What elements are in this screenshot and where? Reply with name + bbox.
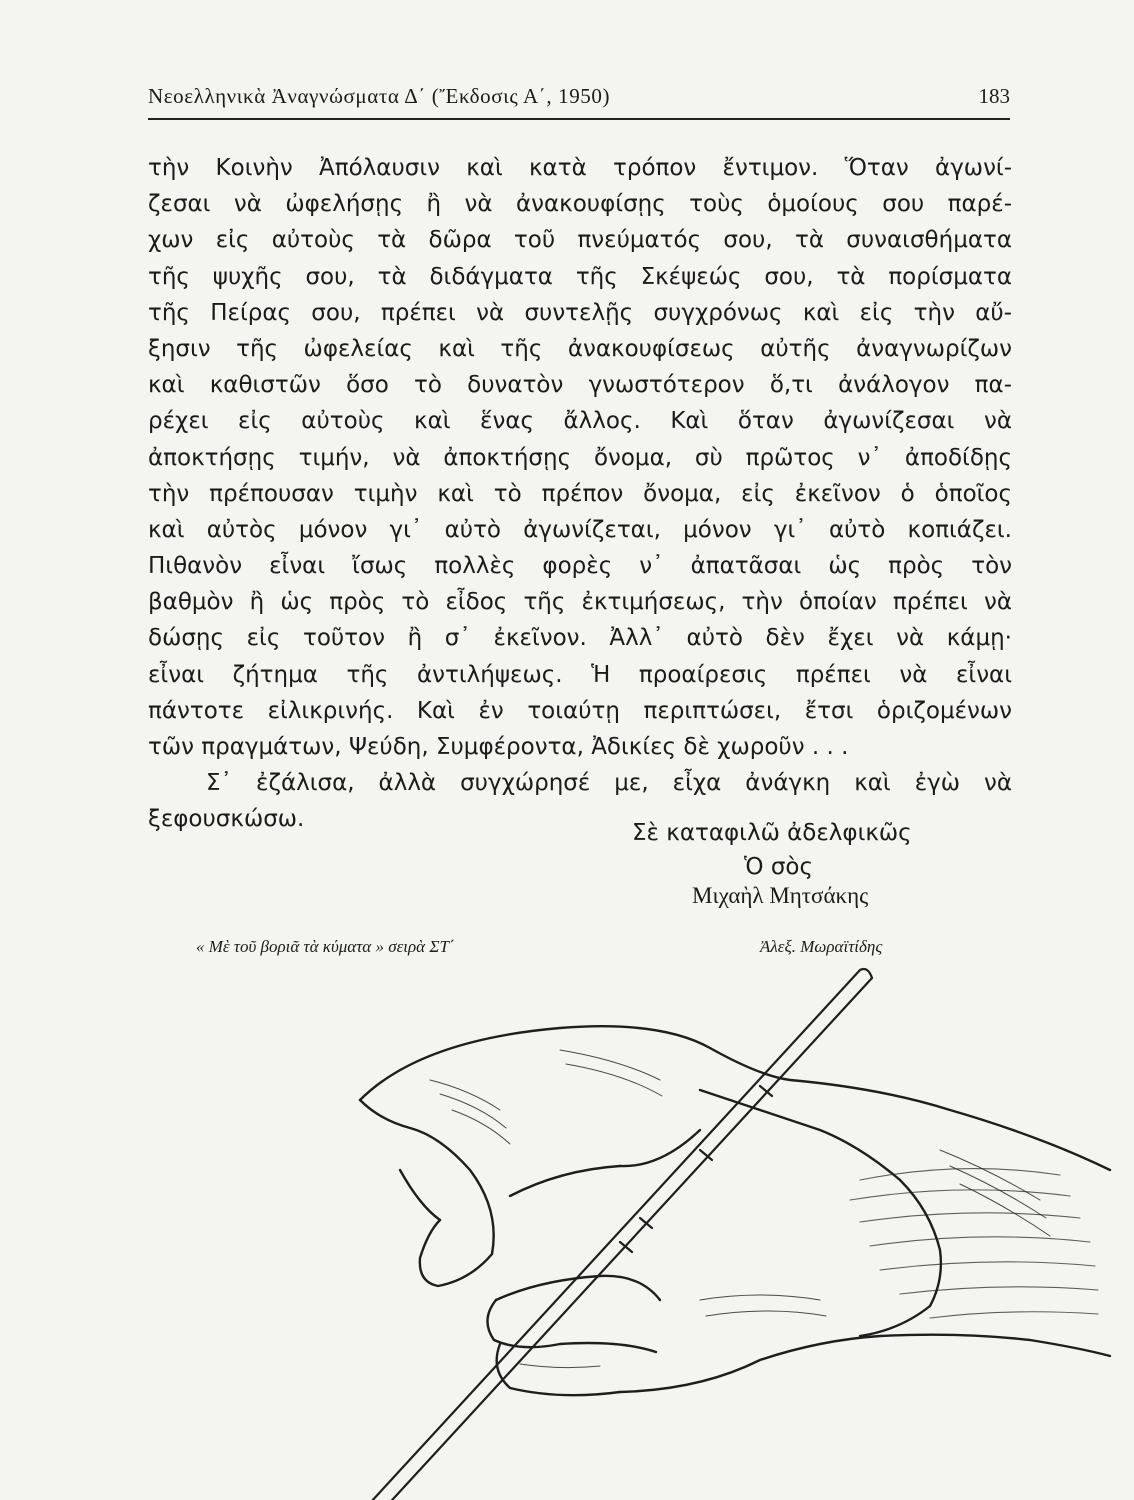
signature-name: Μιχαὴλ Μητσάκης (692, 883, 869, 908)
closing-salutation: Σὲ καταφιλῶ ἀδελφικῶς (632, 820, 912, 846)
text-line: τὴν Κοινὴν Ἀπόλαυσιν καὶ κατὰ τρόπον ἔντιμον. Ὅταν ἀγωνί- (148, 155, 1012, 181)
hand-shading (430, 1050, 1050, 1368)
text-line: πάντοτε εἰλικρινής. Καὶ ἐν τοιαύτῃ περιπτώσει, ἔτσι ὁριζομένων (148, 697, 1012, 724)
paragraph-start-line: Σ᾽ ἐζάλισα, ἀλλὰ συγχώρησέ με, εἶχα ἀνάγκη καὶ ἐγὼ νὰ (206, 770, 1012, 797)
closing-yours: Ὁ σὸς (744, 854, 813, 880)
running-header (148, 84, 1010, 120)
text-line: τὴν πρέπουσαν τιμὴν καὶ τὸ πρέπον ὄνομα, εἰς ἐκεῖνον ὁ ὁποῖος (148, 480, 1012, 507)
text-line: καὶ καθιστῶν ὅσο τὸ δυνατὸν γνωστότερον ὅ,τι ἀνάλογον πα- (148, 372, 1012, 399)
text-line: τῶν πραγμάτων, Ψεύδη, Συμφέροντα, Ἀδικίες δὲ χωροῦν . . . (148, 734, 849, 760)
text-line: δώσῃς εἰς τοῦτον ἢ σ᾽ ἐκεῖνον. Ἀλλ᾽ αὐτὸ δὲν ἔχει νὰ κάμῃ· (148, 625, 1012, 652)
text-line: τῆς Πείρας σου, πρέπει νὰ συντελῇς συγχρόνως καὶ εἰς τὴν αὔ- (148, 299, 1012, 326)
text-line: ξησιν τῆς ὠφελείας καὶ τῆς ἀνακουφίσεως αὐτῆς ἀναγνωρίζων (148, 335, 1012, 362)
author-caption: Ἀλεξ. Μωραϊτίδης (760, 937, 883, 956)
letter-closing (148, 820, 1012, 930)
hand-writing-illustration (0, 960, 1134, 1500)
text-line: ρέχει εἰς αὐτοὺς καὶ ἕνας ἄλλος. Καὶ ὅταν ἀγωνίζεσαι νὰ (148, 408, 1012, 435)
pen (320, 969, 872, 1500)
body-text (148, 150, 1012, 838)
text-line: εἶναι ζήτημα τῆς ἀντιλήψεως. Ἡ προαίρεσις πρέπει νὰ εἶναι (148, 661, 1012, 688)
series-caption: « Μὲ τοῦ βοριᾶ τὰ κύματα » σειρὰ ΣΤ΄ (196, 937, 455, 956)
text-line: καὶ αὐτὸς μόνον γι᾽ αὐτὸ ἀγωνίζεται, μόνον γι᾽ αὐτὸ κοπιάζει. (148, 516, 1012, 543)
writing-hand (360, 1026, 1110, 1395)
text-line: ζεσαι νὰ ὠφελήσῃς ἢ νὰ ἀνακουφίσῃς τοὺς ὁμοίους σου παρέ- (148, 191, 1012, 218)
text-line: ξεφουσκώσω. (148, 806, 305, 833)
page-number: 183 (978, 84, 1010, 108)
running-title: Νεοελληνικὰ Ἀναγνώσματα Δ΄ (Ἔκδοσις Α΄, 1950) (148, 84, 611, 108)
text-line: Πιθανὸν εἶναι ἴσως πολλὲς φορὲς ν᾽ ἀπατᾶσαι ὡς πρὸς τὸν (148, 553, 1012, 580)
text-line: βαθμὸν ἢ ὡς πρὸς τὸ εἶδος τῆς ἐκτιμήσεως, τὴν ὁποίαν πρέπει νὰ (148, 589, 1012, 616)
text-line: ἀποκτήσῃς τιμήν, νὰ ἀποκτήσῃς ὄνομα, σὺ πρῶτος ν᾽ ἀποδίδῃς (148, 444, 1012, 471)
text-line: τῆς ψυχῆς σου, τὰ διδάγματα τῆς Σκέψεώς σου, τὰ πορίσματα (148, 263, 1012, 290)
text-line: χων εἰς αὐτοὺς τὰ δῶρα τοῦ πνεύματός σου, τὰ συναισθήματα (148, 227, 1012, 254)
